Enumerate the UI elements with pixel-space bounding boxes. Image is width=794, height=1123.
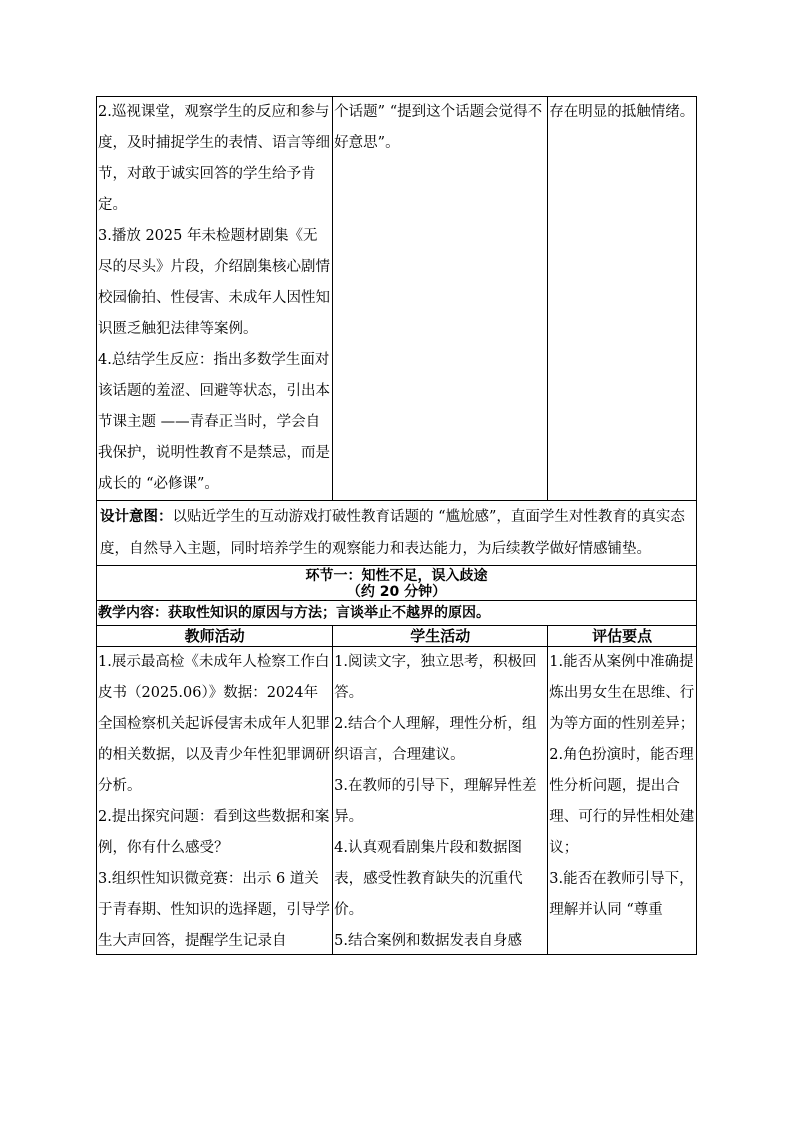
evaluation-item: 1.能否从案例中准确提炼出男女生在思维、行为等方面的性别差异； (549, 654, 695, 732)
design-intent-label: 设计意图： (100, 509, 173, 525)
section-title: 环节一：知性不足，误入歧途 (305, 568, 488, 584)
teacher-activity-item: 3.组织性知识微竞赛：出示 6 道关于青春期、性知识的选择题，引导学生大声回答，提醒学生记录自 (98, 871, 330, 949)
teacher-activity-item: 4.总结学生反应：指出多数学生面对该话题的羞涩、回避等状态，引出本节课主题 ——青春正当时，学会自我保护，说明性教育不是禁忌，而是成长的 “必修课”。 (98, 352, 330, 492)
teacher-activity-item: 2.提出探究问题：看到这些数据和案例，你有什么感受？ (98, 809, 330, 856)
teacher-activity-cell (97, 647, 333, 955)
lesson-plan-table (96, 96, 697, 955)
activity-row-bottom (97, 647, 697, 955)
student-activity-item: 2.结合个人理解，理性分析，组织语言，合理建议。 (334, 716, 537, 763)
teacher-activity-item: 3.播放 2025 年未检题材剧集《无尽的尽头》片段，介绍剧集核心剧情校园偷拍、性侵害、未成年人因性知识匮乏触犯法律等案例。 (98, 228, 330, 337)
student-column-header: 学生活动 (333, 626, 548, 647)
teacher-activity-item: 1.展示最高检《未成年人检察工作白皮书（2025.06）》数据：2024年全国检察机关起诉侵害未成年人犯罪的相关数据，以及青少年性犯罪调研分析。 (98, 654, 330, 794)
evaluation-cell (548, 647, 697, 955)
evaluation-cell (548, 97, 697, 501)
column-header-row (97, 626, 697, 647)
section-header-cell (97, 566, 697, 601)
activity-row-top (97, 97, 697, 501)
evaluation-item: 3.能否在教师引导下，理解并认同 “尊重 (549, 871, 694, 918)
evaluation-column-header: 评估要点 (548, 626, 697, 647)
teacher-column-header: 教师活动 (97, 626, 333, 647)
student-activity-item: 5.结合案例和数据发表自身感 (334, 933, 523, 949)
evaluation-item: 存在明显的抵触情绪。 (549, 104, 695, 120)
student-activity-cell (333, 97, 548, 501)
section-header-row (97, 566, 697, 601)
section-duration: （约 20 分钟） (346, 584, 447, 600)
student-activity-item: 3.在教师的引导下，理解异性差异。 (334, 778, 537, 825)
design-intent-row (97, 501, 697, 566)
student-activity-item: 个话题” “提到这个话题会觉得不好意思”。 (334, 104, 543, 151)
student-activity-item: 1.阅读文字，独立思考，积极回答。 (334, 654, 537, 701)
teacher-activity-cell (97, 97, 333, 501)
student-activity-item: 4.认真观看剧集片段和数据图表，感受性教育缺失的沉重代价。 (334, 840, 523, 918)
evaluation-item: 2.角色扮演时，能否理性分析问题，提出合理、可行的异性相处建议； (549, 747, 695, 856)
student-activity-cell (333, 647, 548, 955)
design-intent-text: 以贴近学生的互动游戏打破性教育话题的 “尴尬感”，直面学生对性教育的真实态度，自然导入主题，同时培养学生的观察能力和表达能力，为后续教学做好情感铺垫。 (100, 509, 685, 557)
design-intent-cell (97, 501, 697, 566)
teaching-content: 教学内容：获取性知识的原因与方法；言谈举止不越界的原因。 (97, 601, 697, 626)
teaching-content-row (97, 601, 697, 626)
teacher-activity-item: 2.巡视课堂，观察学生的反应和参与度，及时捕捉学生的表情、语言等细节，对敢于诚实回答的学生给予肯定。 (98, 104, 330, 213)
